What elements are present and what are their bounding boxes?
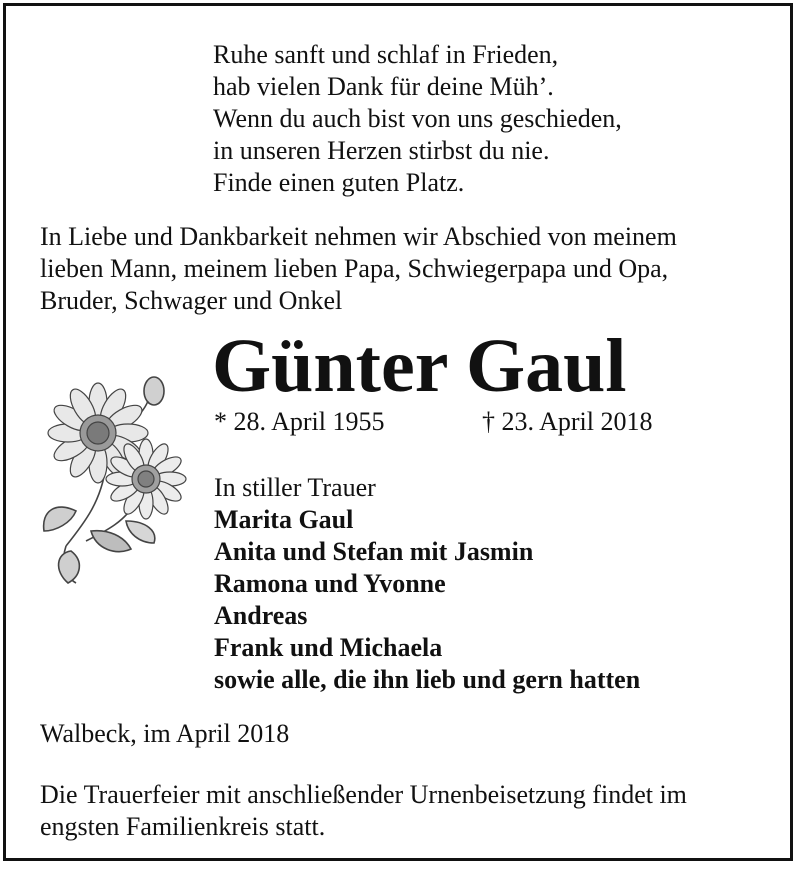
- mourner-name: Anita und Stefan mit Jasmin: [214, 537, 534, 566]
- poem-line: hab vielen Dank für deine Müh’.: [213, 72, 554, 101]
- poem-line: Wenn du auch bist von uns geschieden,: [213, 104, 622, 133]
- intro-line: In Liebe und Dankbarkeit nehmen wir Abschied von meinem: [40, 222, 677, 251]
- mourners-list: [214, 504, 640, 696]
- obituary-frame: [3, 3, 793, 861]
- death-date: † 23. April 2018: [482, 407, 653, 436]
- mourner-name: Marita Gaul: [214, 505, 354, 534]
- mourner-name: Ramona und Yvonne: [214, 569, 446, 598]
- mourning-label: In stiller Trauer: [214, 473, 376, 502]
- place-date: Walbeck, im April 2018: [40, 719, 290, 748]
- deceased-name: Günter Gaul: [212, 324, 627, 408]
- poem-line: Ruhe sanft und schlaf in Frieden,: [213, 40, 559, 69]
- funeral-line: Die Trauerfeier mit anschließender Urnenbeisetzung findet im: [40, 780, 687, 809]
- mourner-name: Andreas: [214, 601, 308, 630]
- intro-line: lieben Mann, meinem lieben Papa, Schwiegerpapa und Opa,: [40, 254, 669, 283]
- funeral-note: [40, 779, 687, 843]
- sunflower-icon: [36, 371, 196, 591]
- mourner-name: Frank und Michaela: [214, 633, 443, 662]
- intro-text: [40, 221, 677, 317]
- poem-line: Finde einen guten Platz.: [213, 168, 465, 197]
- intro-line: Bruder, Schwager und Onkel: [40, 286, 343, 315]
- mourner-name: sowie alle, die ihn lieb und gern hatten: [214, 665, 641, 694]
- funeral-line: engsten Familienkreis statt.: [40, 812, 326, 841]
- poem-line: in unseren Herzen stirbst du nie.: [213, 136, 550, 165]
- poem: [213, 39, 622, 199]
- birth-date: * 28. April 1955: [214, 407, 385, 436]
